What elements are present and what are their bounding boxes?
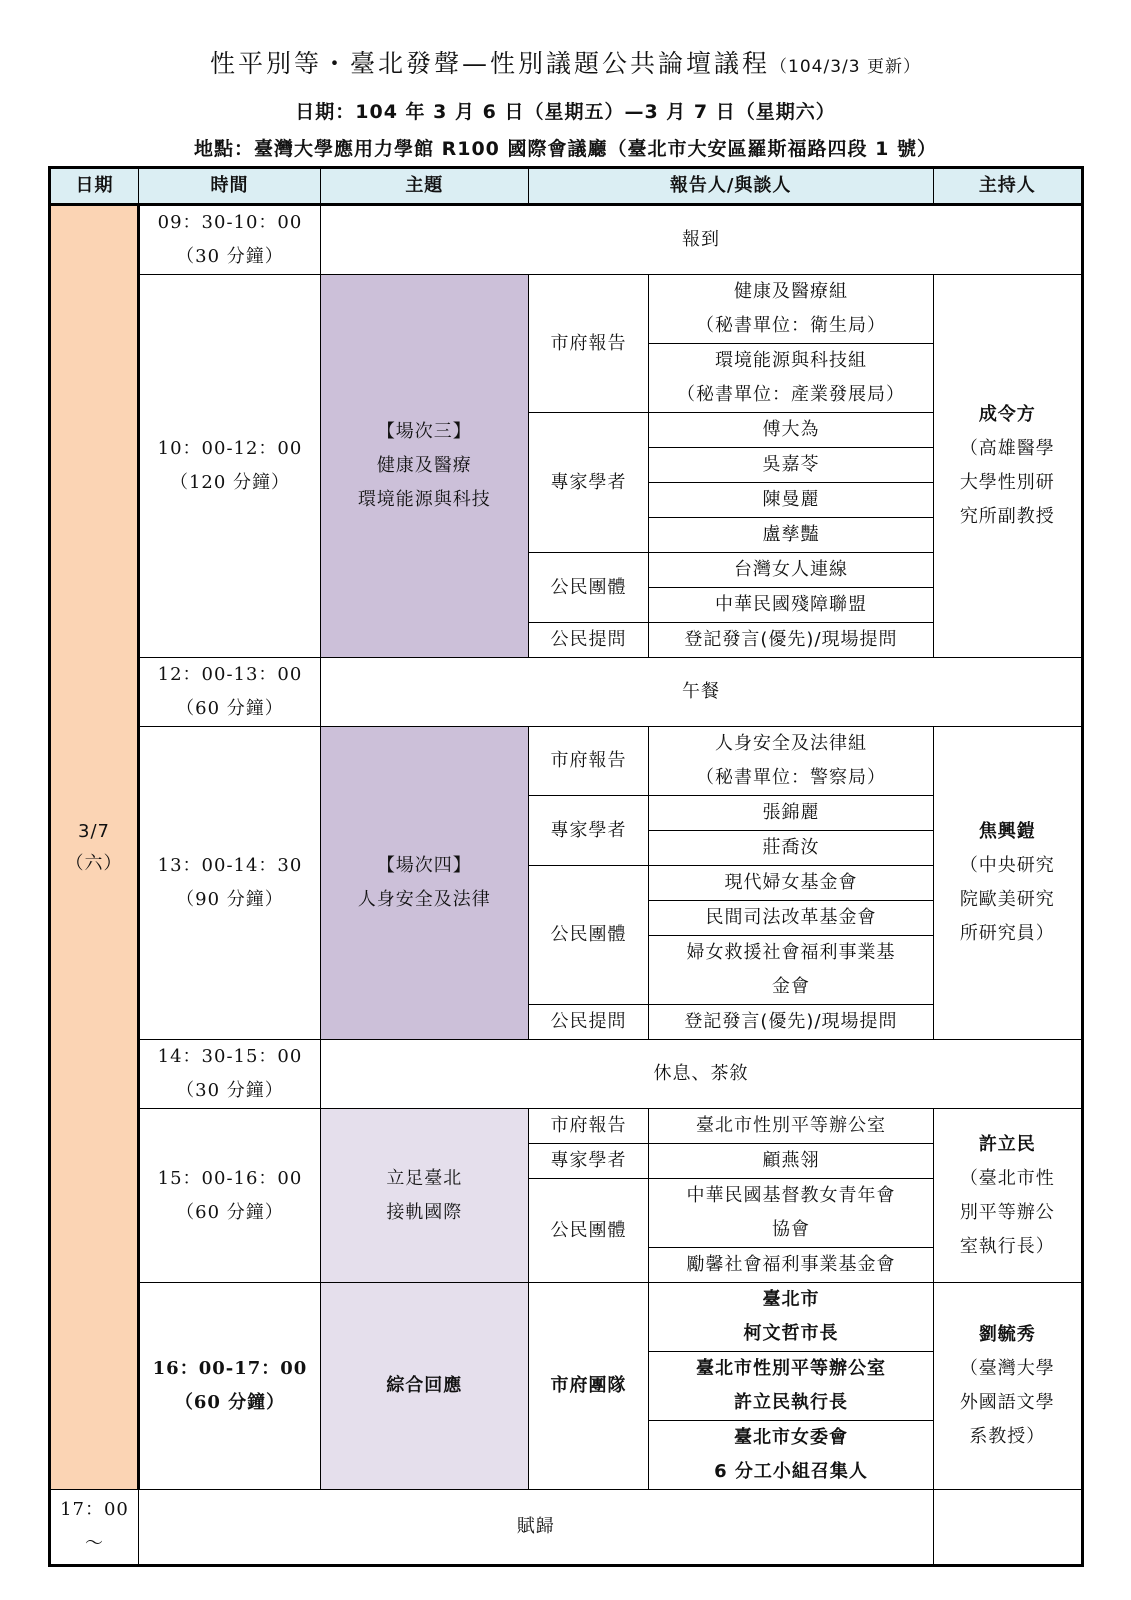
event-label: 午餐 [321, 658, 1083, 727]
category-cell: 公民提問 [528, 1005, 649, 1040]
theme-line: 人身安全及法律 [357, 889, 491, 910]
speaker-cell [649, 1283, 933, 1490]
host-name: 許立民 [978, 1133, 1036, 1155]
speaker-line: 臺北市性別平等辦公室 [695, 1358, 886, 1379]
host-cell [933, 275, 1082, 658]
host-title: 大學性別研 [959, 472, 1055, 493]
row-end [50, 1490, 1083, 1566]
event-label: 休息、茶敘 [321, 1040, 1083, 1109]
speaker-line: 人身安全及法律組 [714, 733, 867, 754]
speaker-line: （秘書單位：產業發展局） [676, 384, 905, 405]
time-range: 16：00-17：00 [152, 1358, 308, 1379]
speaker-line: 健康及醫療組 [733, 281, 848, 302]
time-range: 12：00-13：00 [157, 664, 303, 685]
header-row [50, 168, 1083, 205]
row-s3-gov1 [50, 275, 1083, 344]
row-final [50, 1283, 1083, 1490]
col-host: 主持人 [933, 168, 1082, 205]
host-title: 所研究員） [959, 923, 1055, 944]
category-cell: 市府團隊 [528, 1283, 649, 1490]
time-range: 09：30-10：00 [157, 212, 303, 233]
speaker-cell: 莊喬汝 [649, 831, 933, 866]
row-lunch [50, 658, 1083, 727]
row-checkin [50, 205, 1083, 275]
speaker-cell: 吳嘉苓 [649, 448, 933, 483]
time-range: 10：00-12：00 [157, 438, 303, 459]
speaker-cell: 張錦麗 [649, 796, 933, 831]
location-line: 地點：臺灣大學應用力學館 R100 國際會議廳（臺北市大安區羅斯福路四段 1 號） [194, 138, 937, 160]
duration: （120 分鐘） [169, 472, 291, 493]
category-cell: 公民提問 [528, 623, 649, 658]
speaker-block [649, 1352, 932, 1421]
speaker-cell: 臺北市性別平等辦公室 [649, 1109, 933, 1144]
theme-line: 接軌國際 [386, 1201, 463, 1223]
col-time: 時間 [138, 168, 320, 205]
col-speakers: 報告人/與談人 [528, 168, 933, 205]
speaker-line: 臺北市女委會 [733, 1427, 848, 1448]
duration: （60 分鐘） [176, 698, 284, 719]
time-cell [138, 1040, 320, 1109]
host-cell [933, 727, 1082, 1040]
host-name: 劉毓秀 [978, 1324, 1036, 1345]
speaker-line: （秘書單位：衛生局） [695, 315, 886, 336]
time-cell [138, 1283, 320, 1490]
category-cell: 市府報告 [528, 275, 649, 413]
host-title: 系教授） [969, 1426, 1046, 1447]
duration: （90 分鐘） [176, 889, 284, 910]
speaker-cell [649, 1179, 933, 1248]
speaker-cell [649, 727, 933, 796]
speaker-cell: 民間司法改革基金會 [649, 901, 933, 936]
date-value: 3/7 [78, 820, 110, 842]
speaker-block [649, 1421, 932, 1489]
host-title: 外國語文學 [959, 1392, 1055, 1413]
category-cell: 公民團體 [528, 866, 649, 1005]
agenda-table [48, 166, 1084, 1567]
col-date: 日期 [50, 168, 139, 205]
host-title: 別平等辦公 [959, 1201, 1055, 1223]
time-range: 13：00-14：30 [157, 855, 303, 876]
host-title: （臺灣大學 [959, 1358, 1055, 1379]
time-cell [138, 727, 320, 1040]
speaker-line: 環境能源與科技組 [714, 350, 867, 371]
time-range: 14：30-15：00 [157, 1046, 303, 1067]
event-label: 賦歸 [138, 1490, 933, 1566]
theme-cell [321, 275, 529, 658]
speaker-line: 6 分工小組召集人 [714, 1461, 868, 1482]
row-s5-gov [50, 1109, 1083, 1144]
theme-cell [321, 727, 529, 1040]
speaker-cell: 盧孳豔 [649, 518, 933, 553]
speaker-line: 中華民國基督教女青年會 [686, 1185, 896, 1206]
col-theme: 主題 [321, 168, 529, 205]
date-line: 日期：104 年 3 月 6 日（星期五）—3 月 7 日（星期六） [295, 101, 836, 123]
row-s4-gov [50, 727, 1083, 796]
host-name: 成令方 [978, 404, 1036, 425]
speaker-line: 金會 [771, 976, 810, 997]
update-note: （104/3/3 更新） [770, 57, 921, 77]
speaker-line: 協會 [771, 1219, 810, 1240]
speaker-cell: 陳曼麗 [649, 483, 933, 518]
speaker-cell: 台灣女人連線 [649, 553, 933, 588]
page-title [0, 44, 1131, 80]
session-label: 【場次四】 [376, 855, 472, 876]
speaker-line: 柯文哲市長 [743, 1323, 839, 1344]
time-range: 15：00-16：00 [157, 1167, 303, 1189]
time-cell [138, 205, 320, 275]
category-cell: 專家學者 [528, 413, 649, 553]
category-cell: 公民團體 [528, 1179, 649, 1283]
event-label: 報到 [321, 205, 1083, 275]
host-title: （臺北市性 [959, 1167, 1055, 1189]
speaker-cell: 現代婦女基金會 [649, 866, 933, 901]
row-break [50, 1040, 1083, 1109]
host-title: （高雄醫學 [959, 438, 1055, 459]
speaker-cell: 勵馨社會福利事業基金會 [649, 1248, 933, 1283]
title-text: 性平別等・臺北發聲—性別議題公共論壇議程 [210, 49, 771, 78]
speaker-line: 臺北市 [762, 1289, 820, 1310]
host-title: 究所副教授 [959, 506, 1055, 527]
host-title: 院歐美研究 [959, 889, 1055, 910]
session-label: 【場次三】 [376, 421, 472, 442]
category-cell: 市府報告 [528, 1109, 649, 1144]
category-cell: 專家學者 [528, 796, 649, 866]
time-cell [138, 275, 320, 658]
speaker-cell [649, 275, 933, 344]
time-cell [138, 658, 320, 727]
speaker-block [649, 1283, 932, 1352]
speaker-line: 許立民執行長 [733, 1392, 848, 1413]
time-cell: 17：00～ [50, 1490, 139, 1566]
theme-line: 健康及醫療 [376, 455, 472, 476]
date-cell [50, 205, 139, 1490]
duration: （30 分鐘） [176, 1080, 284, 1101]
category-cell: 公民團體 [528, 553, 649, 623]
speaker-cell: 傅大為 [649, 413, 933, 448]
category-cell: 市府報告 [528, 727, 649, 796]
category-cell: 專家學者 [528, 1144, 649, 1179]
weekday: （六） [65, 852, 123, 874]
duration: （60 分鐘） [176, 1201, 284, 1223]
theme-cell [321, 1109, 529, 1283]
host-cell [933, 1109, 1082, 1283]
speaker-cell: 登記發言(優先)/現場提問 [649, 1005, 933, 1040]
host-title: （中央研究 [959, 855, 1055, 876]
duration: （30 分鐘） [176, 246, 284, 267]
speaker-cell: 登記發言(優先)/現場提問 [649, 623, 933, 658]
theme-line: 立足臺北 [386, 1167, 463, 1189]
theme-cell: 綜合回應 [321, 1283, 529, 1490]
host-cell [933, 1283, 1082, 1490]
speaker-line: 婦女救援社會福利事業基 [686, 942, 896, 963]
speaker-cell [649, 936, 933, 1005]
host-name: 焦興鎧 [978, 821, 1036, 842]
speaker-cell: 顧燕翎 [649, 1144, 933, 1179]
time-cell [138, 1109, 320, 1283]
speaker-line: （秘書單位：警察局） [695, 767, 886, 788]
duration: （60 分鐘） [174, 1392, 286, 1413]
speaker-cell [649, 344, 933, 413]
host-title: 室執行長） [959, 1235, 1055, 1257]
speaker-cell: 中華民國殘障聯盟 [649, 588, 933, 623]
theme-line: 環境能源與科技 [357, 489, 491, 510]
